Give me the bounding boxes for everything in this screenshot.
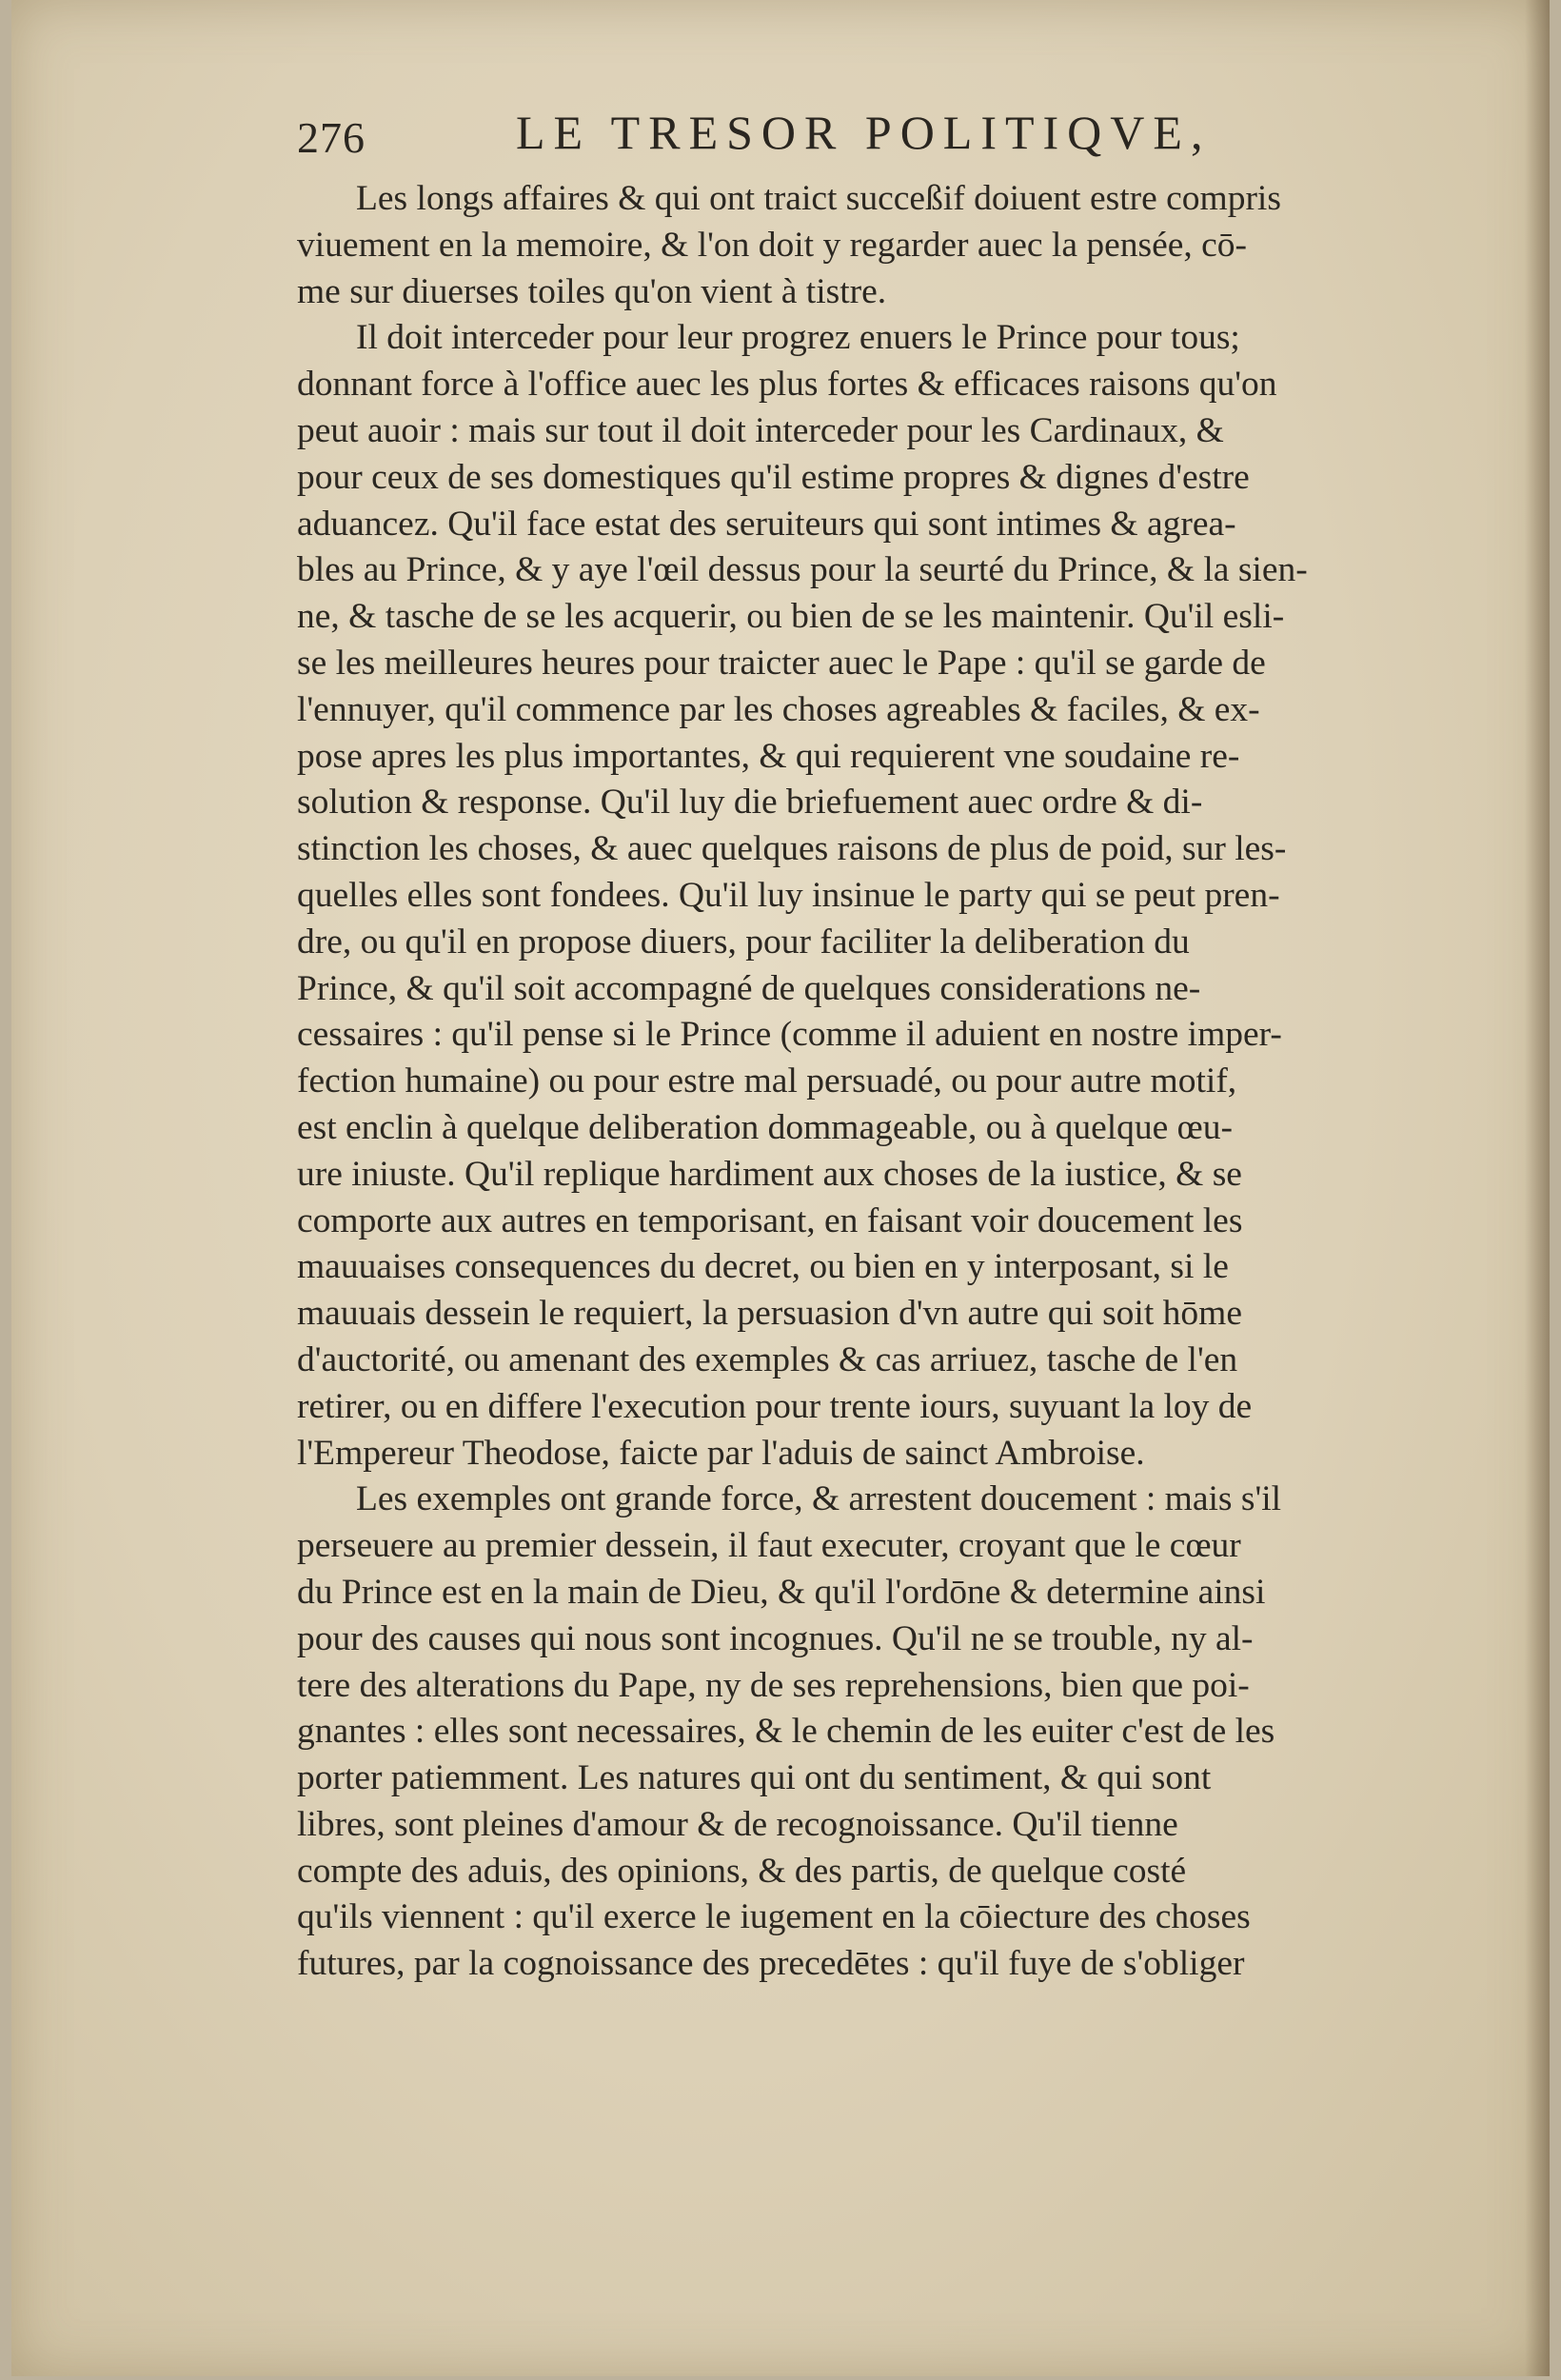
text-line: comporte aux autres en temporisant, en faisant voir doucement les <box>297 1200 1243 1240</box>
text-line: mauuais dessein le requiert, la persuasion d'vn autre qui soit hōme <box>297 1294 1242 1334</box>
text-line: bles au Prince, & y aye l'œil dessus pour la seurté du Prince, & la sien- <box>297 550 1308 590</box>
text-line: se les meilleures heures pour traicter auec le Pape : qu'il se garde de <box>297 643 1266 683</box>
text-line: fection humaine) ou pour estre mal persuadé, ou pour autre motif, <box>297 1061 1237 1101</box>
text-line: cessaires : qu'il pense si le Prince (comme il aduient en nostre imper- <box>297 1015 1282 1055</box>
text-line: pose apres les plus importantes, & qui requierent vne soudaine re- <box>297 736 1240 776</box>
text-line: du Prince est en la main de Dieu, & qu'il l'ordōne & determine ainsi <box>297 1572 1266 1612</box>
text-line: est enclin à quelque deliberation dommageable, ou à quelque œu- <box>297 1107 1233 1147</box>
text-line: Prince, & qu'il soit accompagné de quelques considerations ne- <box>297 968 1201 1008</box>
text-line: me sur diuerses toiles qu'on vient à tistre. <box>297 271 887 311</box>
text-line: aduancez. Qu'il face estat des seruiteurs qui sont intimes & agrea- <box>297 504 1236 544</box>
text-line: mauuaises consequences du decret, ou bien en y interposant, si le <box>297 1247 1229 1287</box>
text-line: retirer, ou en differe l'execution pour trente iours, suyuant la loy de <box>297 1386 1253 1426</box>
text-line: Les exemples ont grande force, & arrestent doucement : mais s'il <box>356 1479 1282 1519</box>
text-line: futures, par la cognoissance des precedētes : qu'il fuye de s'obliger <box>297 1944 1245 1984</box>
text-line: Il doit interceder pour leur progrez enuers le Prince pour tous; <box>356 318 1240 358</box>
text-line: solution & response. Qu'il luy die briefuement auec ordre & di- <box>297 783 1203 823</box>
book-page <box>11 0 1550 2376</box>
text-line: dre, ou qu'il en propose diuers, pour faciliter la deliberation du <box>297 922 1190 962</box>
text-line: viuement en la memoire, & l'on doit y regarder auec la pensée, cō- <box>297 225 1248 265</box>
text-line: perseuere au premier dessein, il faut executer, croyant que le cœur <box>297 1526 1241 1566</box>
text-line: pour ceux de ses domestiques qu'il estime propres & dignes d'estre <box>297 457 1250 497</box>
text-line: Les longs affaires & qui ont traict succeßif doiuent estre compris <box>356 179 1281 218</box>
body-text <box>297 176 1487 1988</box>
text-line: tere des alterations du Pape, ny de ses reprehensions, bien que poi- <box>297 1665 1250 1705</box>
running-title: LE TRESOR POLITIQVE, <box>516 106 1212 159</box>
text-line: quelles elles sont fondees. Qu'il luy insinue le party qui se peut pren- <box>297 875 1280 915</box>
text-line: l'Empereur Theodose, faicte par l'aduis de sainct Ambroise. <box>297 1433 1145 1473</box>
text-line: ure iniuste. Qu'il replique hardiment aux choses de la iustice, & se <box>297 1154 1242 1194</box>
text-line: d'auctorité, ou amenant des exemples & cas arriuez, tasche de l'en <box>297 1339 1238 1379</box>
text-line: compte des aduis, des opinions, & des partis, de quelque costé <box>297 1851 1187 1891</box>
text-line: peut auoir : mais sur tout il doit interceder pour les Cardinaux, & <box>297 410 1224 450</box>
text-line: libres, sont pleines d'amour & de recognoissance. Qu'il tienne <box>297 1804 1178 1844</box>
page-gutter-shadow <box>1525 0 1550 2376</box>
text-line: donnant force à l'office auec les plus fortes & efficaces raisons qu'on <box>297 365 1277 405</box>
page-header <box>297 105 1420 171</box>
text-line: l'ennuyer, qu'il commence par les choses agreables & faciles, & ex- <box>297 689 1260 729</box>
page-number: 276 <box>297 113 366 162</box>
text-line: qu'ils viennent : qu'il exerce le iugement en la cōiecture des choses <box>297 1897 1251 1937</box>
text-line: ne, & tasche de se les acquerir, ou bien de se les maintenir. Qu'il esli- <box>297 597 1285 637</box>
text-line: stinction les choses, & auec quelques raisons de plus de poid, sur les- <box>297 829 1287 869</box>
text-line: gnantes : elles sont necessaires, & le chemin de les euiter c'est de les <box>297 1712 1275 1752</box>
text-line: pour des causes qui nous sont incognues. Qu'il ne se trouble, ny al- <box>297 1618 1254 1658</box>
text-line: porter patiemment. Les natures qui ont du sentiment, & qui sont <box>297 1758 1212 1798</box>
